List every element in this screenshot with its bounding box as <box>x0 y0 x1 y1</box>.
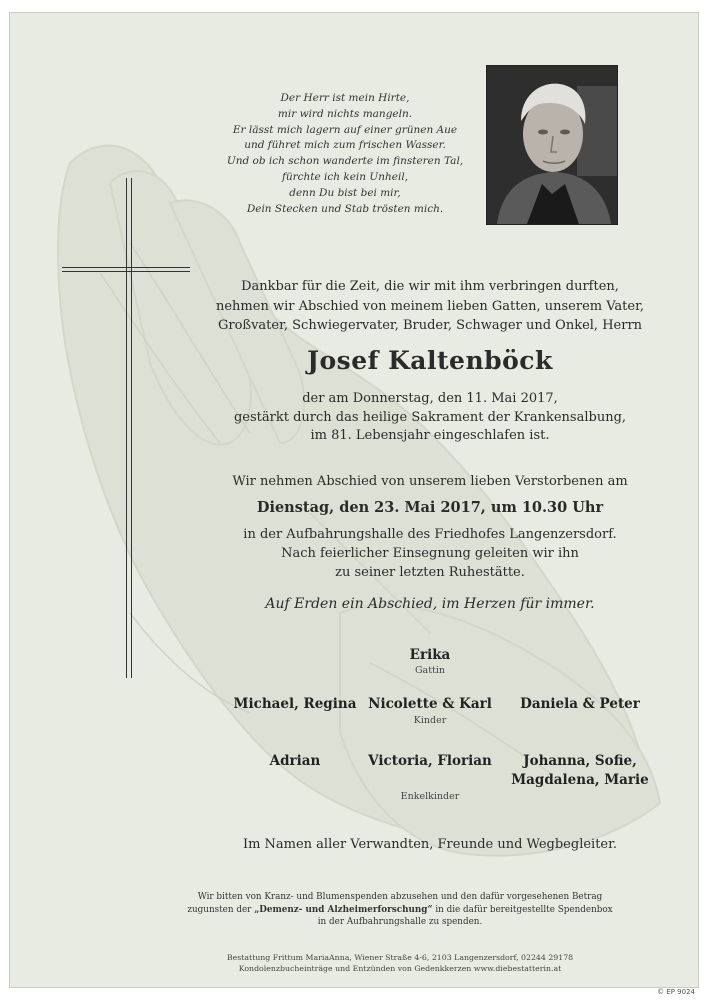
cross-horizontal-line <box>62 271 190 272</box>
intro-line: Dankbar für die Zeit, die wir mit ihm verbringen durften, <box>241 279 619 294</box>
intro-line: nehmen wir Abschied von meinem lieben Gatten, unserem Vater, <box>215 298 645 314</box>
donation-note-text: zugunsten der <box>187 904 255 915</box>
death-info-line: gestärkt durch das heilige Sakrament der Krankensalbung, <box>233 409 627 425</box>
motto: Auf Erden ein Abschied, im Herzen für immer. <box>265 596 595 612</box>
funeral-home-info <box>160 952 640 974</box>
children-role: Kinder <box>413 715 447 726</box>
intro-text <box>210 277 650 336</box>
donation-note-line: Wir bitten von Kranz- und Blumenspenden abzusehen und den dafür vorgesehenen Betrag <box>197 892 603 902</box>
child-name: Nicolette & Karl <box>368 696 492 712</box>
place-line: Nach feierlicher Einsegnung geleiten wir ihn <box>281 546 579 561</box>
place-line: in der Aufbahrungshalle des Friedhofes Langenzersdorf. <box>243 527 617 542</box>
psalm-line: fürchte ich kein Unheil, <box>281 170 409 183</box>
psalm-verse <box>210 91 480 217</box>
psalm-line: und führet mich zum frischen Wasser. <box>244 139 446 152</box>
funeral-place <box>210 525 650 582</box>
death-info-line: der am Donnerstag, den 11. Mai 2017, <box>302 391 558 406</box>
grandchild-name: Adrian <box>269 753 321 769</box>
psalm-line: Der Herr ist mein Hirte, <box>280 92 410 104</box>
psalm-line: Er lässt mich lagern auf einer grünen Aue <box>232 123 458 136</box>
deceased-portrait-photo <box>486 65 618 225</box>
spouse-role: Gattin <box>414 665 446 676</box>
donation-note-line: in der Aufbahrungshalle zu spenden. <box>317 917 483 927</box>
psalm-line: Und ob ich schon wanderte im finsteren Tal, <box>226 155 464 168</box>
print-code: © EP 9024 <box>657 988 695 996</box>
intro-line: Großvater, Schwiegervater, Bruder, Schwager und Onkel, Herrn <box>217 318 643 333</box>
grandchild-name: Victoria, Florian <box>368 753 492 769</box>
child-name: Daniela & Peter <box>520 696 640 712</box>
donation-note <box>160 891 640 929</box>
deceased-name: Josef Kaltenböck <box>307 346 553 375</box>
cross-vertical-line <box>126 178 127 678</box>
psalm-line: mir wird nichts mangeln. <box>277 107 413 120</box>
donation-note-text: in die dafür bereitgestellte Spendenbox <box>432 904 613 915</box>
child-name: Michael, Regina <box>233 696 357 712</box>
psalm-line: denn Du bist bei mir, <box>289 186 401 199</box>
death-info <box>210 390 650 446</box>
grandchild-name: Johanna, Sofie, <box>523 753 637 769</box>
grandchildren-role: Enkelkinder <box>400 791 460 802</box>
funeral-date: Dienstag, den 23. Mai 2017, um 10.30 Uhr <box>256 499 604 516</box>
donation-note-line <box>160 904 640 917</box>
portrait-image <box>487 66 617 224</box>
parte-sheet <box>9 12 699 988</box>
funeral-home-line: Bestattung Frittum MariaAnna, Wiener Straße 4-6, 2103 Langenzersdorf, 02244 29178 <box>226 953 574 962</box>
grandchild-name: Magdalena, Marie <box>511 772 649 788</box>
place-line: zu seiner letzten Ruhestätte. <box>335 565 525 580</box>
announcement: Wir nehmen Abschied von unserem lieben Verstorbenen am <box>232 474 628 489</box>
closing-line: Im Namen aller Verwandten, Freunde und Wegbegleiter. <box>242 837 618 852</box>
funeral-home-line: Kondolenzbucheinträge und Entzünden von Gedenkkerzen www.diebestatterin.at <box>238 964 562 973</box>
cross-horizontal-line <box>62 267 190 268</box>
psalm-line: Dein Stecken und Stab trösten mich. <box>246 202 444 215</box>
donation-cause: „Demenz- und Alzheimerforschung“ <box>254 904 433 915</box>
spouse-name: Erika <box>409 647 451 663</box>
cross-vertical-line <box>131 178 132 678</box>
death-info-line: im 81. Lebensjahr eingeschlafen ist. <box>310 428 550 443</box>
